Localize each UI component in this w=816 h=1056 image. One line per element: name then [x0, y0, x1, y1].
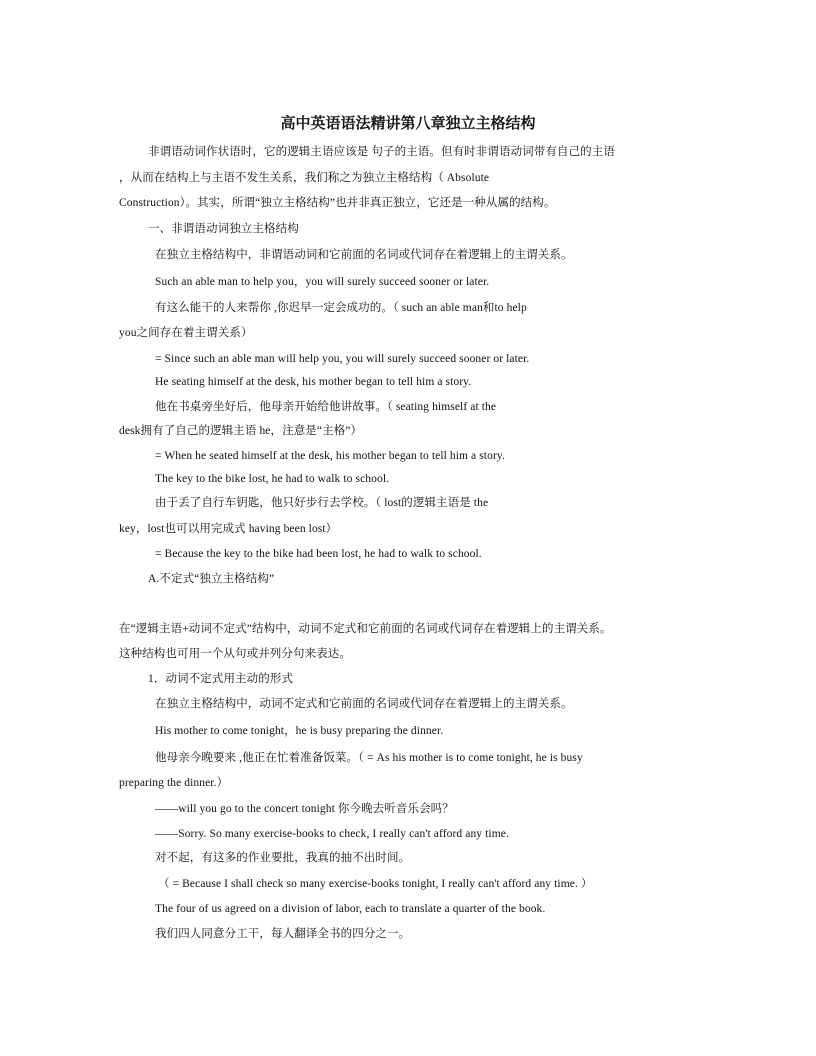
section-heading: 1．动词不定式用主动的形式	[148, 673, 294, 685]
translation-line: desk拥有了自己的逻辑主语 he，注意是“主格”）	[119, 425, 363, 437]
translation-line: 我们四人同意分工干，每人翻译全书的四分之一。	[155, 928, 411, 940]
dialogue-line: ——Sorry. So many exercise-books to check, I really can't afford any time.	[155, 828, 509, 840]
paragraph-line: Construction）。其实，所谓“独立主格结构”也并非真正独立，它还是一种从属的结构。	[119, 197, 556, 209]
paragraph-line: 这种结构也可用一个从句或并列分句来表达。	[119, 648, 351, 660]
paragraph-line: ，从而在结构上与主语不发生关系，我们称之为独立主格结构（ Absolute	[119, 172, 490, 184]
translation-line: 他在书桌旁坐好后，他母亲开始给他讲故事。（ seating himself at the	[155, 401, 497, 413]
translation-line: 有这么能干的人来帮你 ,你迟早一定会成功的。（ such an able man和to help	[155, 302, 527, 314]
translation-line: key，lost也可以用完成式 having been lost）	[119, 523, 338, 535]
paragraph-line: 非谓语动词作状语时，它的逻辑主语应该是 句子的主语。但有时非谓语动词带有自己的主语	[148, 146, 615, 158]
example-sentence: = Because the key to the bike had been lost, he had to walk to school.	[155, 548, 482, 560]
paragraph-line: 在独立主格结构中，非谓语动词和它前面的名词或代词存在着逻辑上的主谓关系。	[155, 249, 573, 261]
translation-line: preparing the dinner.）	[119, 777, 229, 789]
paragraph-line: 在“逻辑主语+动词不定式”结构中，动词不定式和它前面的名词或代词存在着逻辑上的主谓关系。	[119, 623, 612, 635]
example-sentence: He seating himself at the desk, his mother began to tell him a story.	[155, 376, 472, 388]
example-sentence: The four of us agreed on a division of labor, each to translate a quarter of the book.	[155, 903, 546, 915]
example-sentence: （ = Because I shall check so many exercise-books tonight, I really can't afford any time. ）	[158, 878, 593, 890]
example-sentence: = When he seated himself at the desk, his mother began to tell him a story.	[155, 450, 505, 462]
document-title: 高中英语语法精讲第八章独立主格结构	[280, 114, 536, 132]
translation-line: 他母亲今晚要来 ,他正在忙着准备饭菜。（ = As his mother is to come tonight, he is busy	[155, 752, 583, 764]
translation-line: 对不起，有这多的作业要批，我真的抽不出时间。	[155, 852, 411, 864]
example-sentence: Such an able man to help you，you will surely succeed sooner or later.	[155, 276, 490, 288]
paragraph-line: 在独立主格结构中，动词不定式和它前面的名词或代词存在着逻辑上的主谓关系。	[155, 698, 573, 710]
example-sentence: His mother to come tonight，he is busy preparing the dinner.	[155, 725, 444, 737]
example-sentence: = Since such an able man will help you, you will surely succeed sooner or later.	[155, 353, 530, 365]
translation-line: you之间存在着主谓关系）	[119, 327, 253, 339]
example-sentence: The key to the bike lost, he had to walk to school.	[155, 473, 390, 485]
section-heading: A.不定式“独立主格结构”	[148, 573, 275, 585]
translation-line: 由于丢了自行车钥匙，他只好步行去学校。（ lost的逻辑主语是 the	[155, 497, 489, 509]
dialogue-line: ——will you go to the concert tonight 你今晚去听音乐会吗？	[155, 803, 454, 815]
section-heading: 一、非谓语动词独立主格结构	[148, 223, 299, 235]
